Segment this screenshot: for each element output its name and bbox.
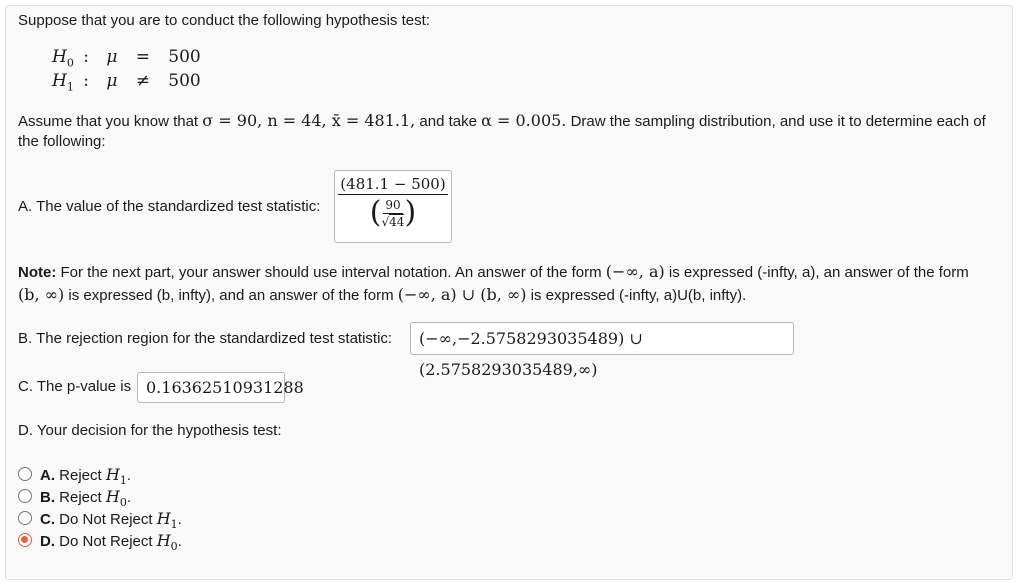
question-intro: Suppose that you are to conduct the following hypothesis test: [18,12,430,29]
right-paren: ) [404,195,417,230]
option-d-label[interactable]: D. Do Not Reject $H_0$. [40,531,182,553]
note-line-2: (b, ∞) is expressed (b, infty), and an answer of the form (−∞, a) ∪ (b, ∞) is expressed (-infty, a)U(b, infty). [18,285,747,304]
part-a-label: A. The value of the standardized test statistic: [18,198,321,215]
alternative-hypothesis: $H_1$ : μ ≠ 500 [52,71,201,94]
radio-option-a[interactable] [18,467,32,481]
note-line-1: Note: For the next part, your answer should use interval notation. An answer of the form (−∞, a) is expressed (-infty, a), an answer of the form [18,262,969,281]
part-d-label: D. Your decision for the hypothesis test: [18,422,282,439]
inner-radicand: 44 [389,214,405,229]
radio-option-c[interactable] [18,511,32,525]
part-c-label: C. The p-value is [18,378,132,395]
assumption-text-line2: the following: [18,133,106,150]
assumption-text: Assume that you know that σ = 90, n = 44, x̄ = 481.1, and take α = 0.005. Draw the sampling distribution, and use it to determine each of [18,111,986,130]
left-paren: ( [369,195,382,230]
rejection-region-answer-box[interactable] [410,322,794,379]
radio-option-b[interactable] [18,489,32,503]
option-b-label[interactable]: B. Reject $H_0$. [40,487,131,509]
part-b-label: B. The rejection region for the standardized test statistic: [18,330,393,347]
rejection-region-value: (−∞,−2.5758293035489) ∪ (2.5758293035489,∞) [419,329,643,379]
option-c-label[interactable]: C. Do Not Reject $H_1$. [40,509,182,531]
fraction-numerator: (481.1 − 500) [340,175,446,193]
test-statistic-answer-box[interactable] [334,170,452,243]
radio-option-d-selected[interactable] [18,533,32,547]
null-hypothesis: $H_0$ : μ = 500 [52,47,201,70]
inner-numerator: 90 [385,197,401,212]
option-a-label[interactable]: A. Reject $H_1$. [40,465,131,487]
p-value: 0.16362510931288 [146,378,304,397]
p-value-answer-box[interactable] [137,372,304,403]
test-statistic-fraction [335,175,451,230]
sqrt-icon: √ [381,214,390,229]
